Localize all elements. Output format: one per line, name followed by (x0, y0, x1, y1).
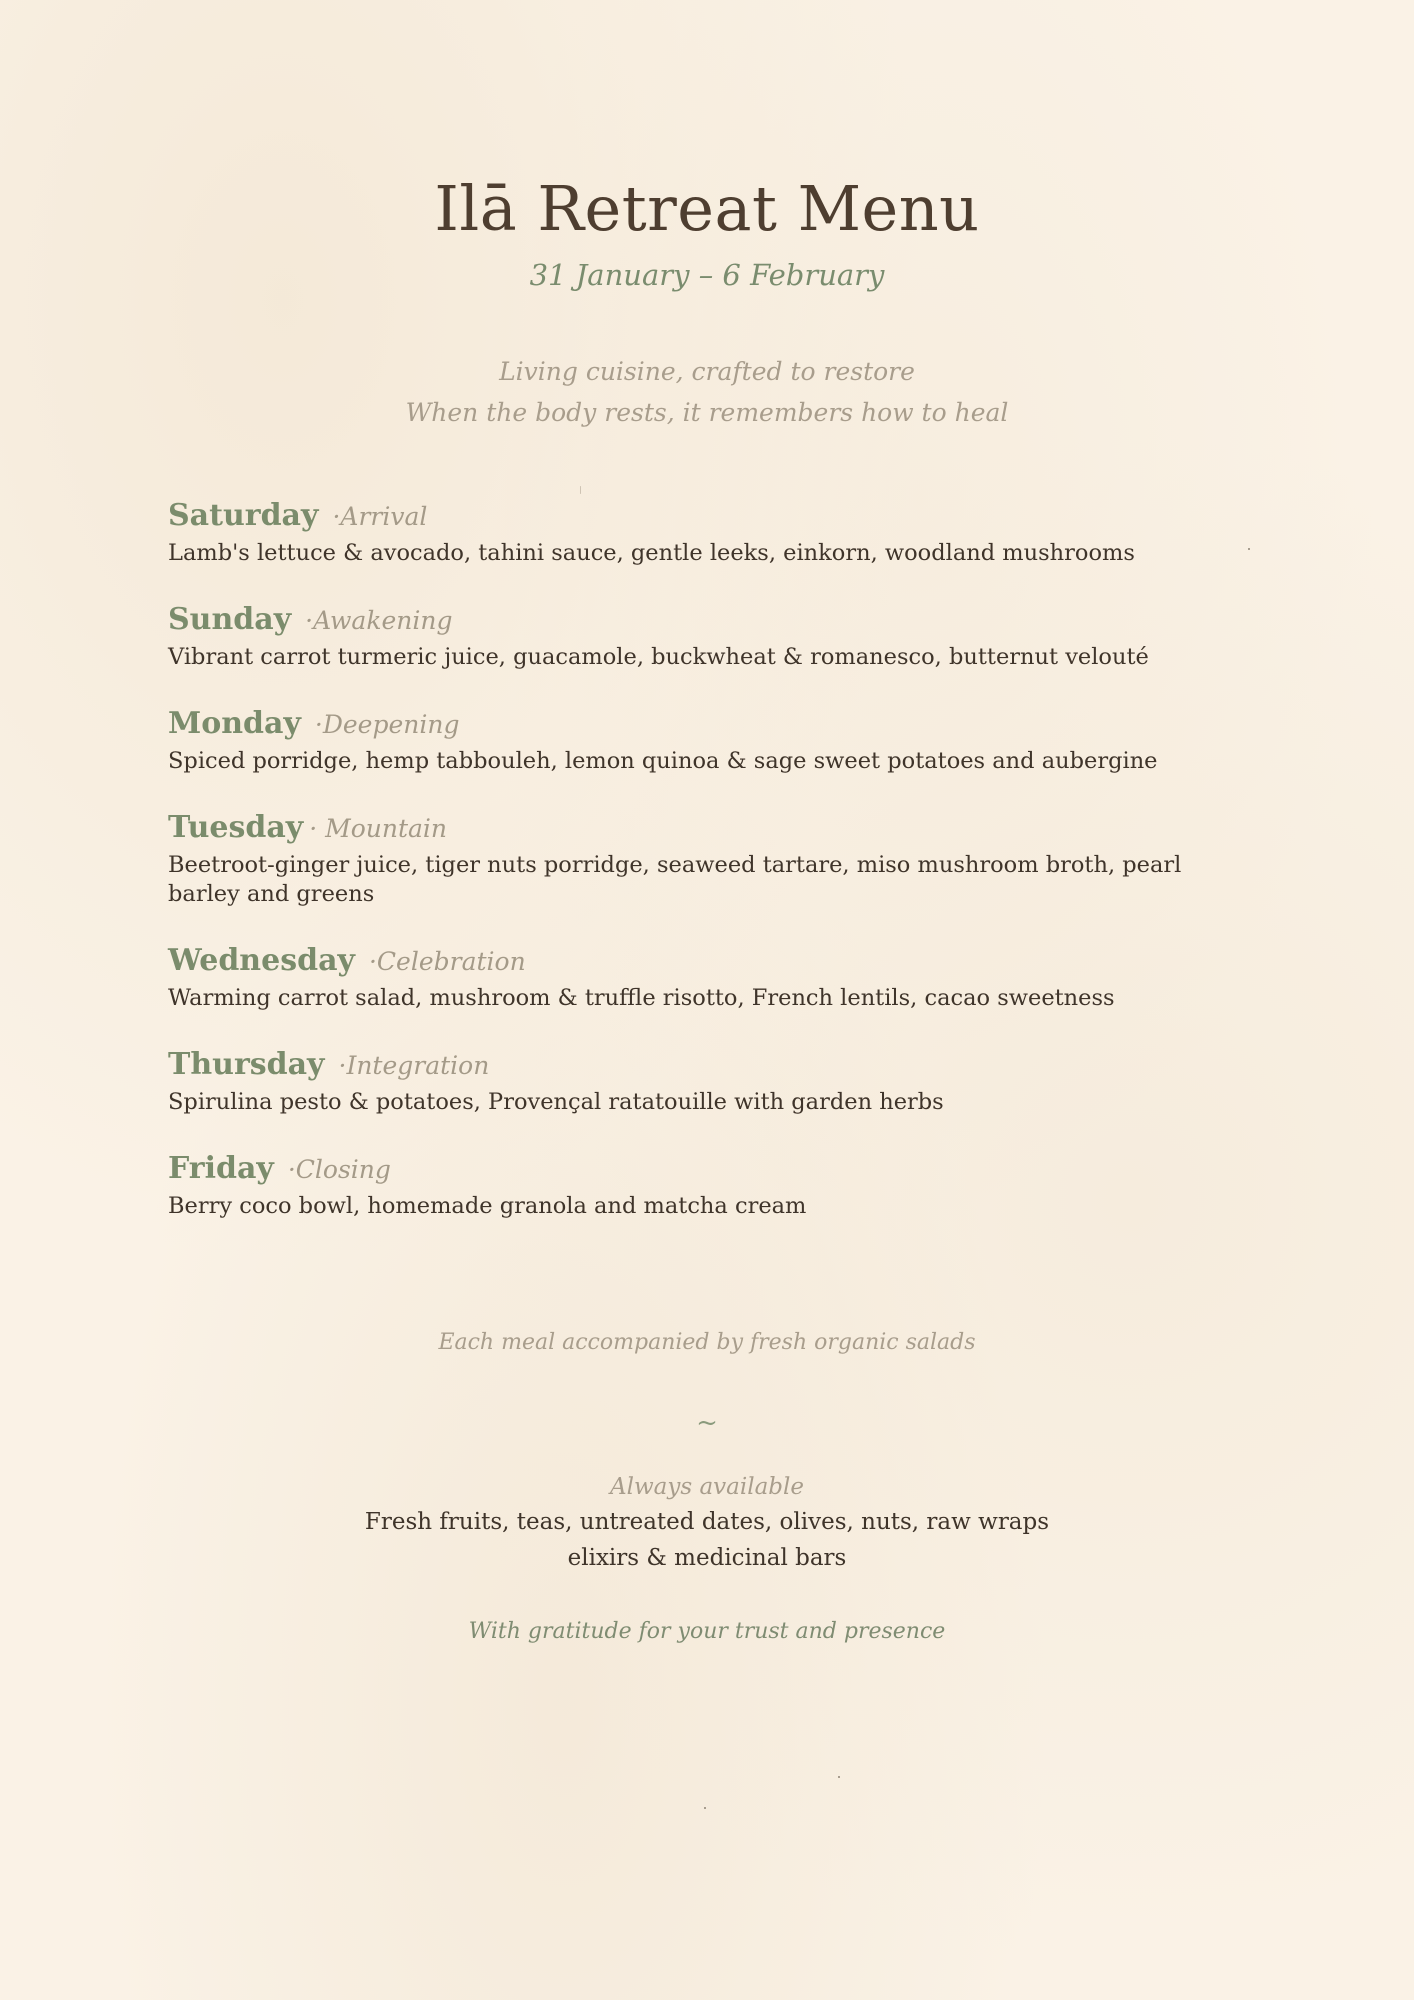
day-name: Friday (168, 1151, 274, 1186)
day-heading (168, 494, 1198, 538)
day-name: Monday (168, 706, 301, 741)
day-entry-wednesday (168, 939, 1198, 1013)
always-available-line-1: Fresh fruits, teas, untreated dates, olives, nuts, raw wraps (364, 1509, 1050, 1535)
section-divider: ~ (696, 1408, 718, 1438)
day-theme: ·Integration (338, 1051, 490, 1080)
day-theme: ·Closing (287, 1155, 391, 1184)
paper-speck (838, 1776, 840, 1778)
paper-speck (1248, 548, 1250, 550)
day-heading (168, 1043, 1198, 1087)
day-theme: ·Deepening (314, 710, 460, 739)
day-menu: Spirulina pesto & potatoes, Provençal ratatouille with garden herbs (168, 1089, 944, 1115)
day-entry-saturday (168, 494, 1198, 568)
salad-note: Each meal accompanied by fresh organic salads (438, 1330, 976, 1355)
day-entry-monday (168, 702, 1198, 776)
intro-line-2: When the body rests, it remembers how to heal (405, 398, 1009, 427)
day-entry-thursday (168, 1043, 1198, 1117)
day-heading (168, 1147, 1198, 1191)
day-theme: ·Arrival (332, 502, 428, 531)
day-heading (168, 702, 1198, 746)
day-menu: Spiced porridge, hemp tabbouleh, lemon quinoa & sage sweet potatoes and aubergine (168, 748, 1158, 774)
day-theme: ·Celebration (368, 947, 526, 976)
paper-speck (580, 486, 581, 494)
day-menu: Beetroot-ginger juice, tiger nuts porridge, seaweed tartare, miso mushroom broth, pearl barley and greens (168, 852, 1182, 907)
day-heading (168, 806, 1198, 850)
day-menu: Lamb's lettuce & avocado, tahini sauce, gentle leeks, einkorn, woodland mushrooms (168, 540, 1135, 566)
page-title: Ilā Retreat Menu (434, 172, 980, 245)
day-menu: Berry coco bowl, homemade granola and matcha cream (168, 1193, 807, 1219)
day-menu: Vibrant carrot turmeric juice, guacamole, buckwheat & romanesco, butternut velouté (168, 644, 1149, 670)
paper-speck (704, 1807, 706, 1809)
day-entry-sunday (168, 598, 1198, 672)
day-name: Saturday (168, 498, 319, 533)
day-menu: Warming carrot salad, mushroom & truffle risotto, French lentils, cacao sweetness (168, 985, 1115, 1011)
day-entry-tuesday (168, 806, 1198, 909)
day-heading (168, 939, 1198, 983)
always-available-line-2: elixirs & medicinal bars (567, 1545, 847, 1571)
always-available-label: Always available (609, 1474, 804, 1500)
day-theme: ·Awakening (305, 606, 453, 635)
day-name: Sunday (168, 602, 292, 637)
day-heading (168, 598, 1198, 642)
day-name: Tuesday (168, 810, 304, 845)
day-list (168, 494, 1198, 1251)
date-range: 31 January – 6 February (529, 258, 885, 292)
intro-line-1: Living cuisine, crafted to restore (499, 357, 915, 386)
day-name: Thursday (168, 1047, 325, 1082)
day-name: Wednesday (168, 943, 355, 978)
day-entry-friday (168, 1147, 1198, 1221)
gratitude-note: With gratitude for your trust and presence (468, 1619, 946, 1644)
day-theme: · Mountain (309, 814, 448, 843)
